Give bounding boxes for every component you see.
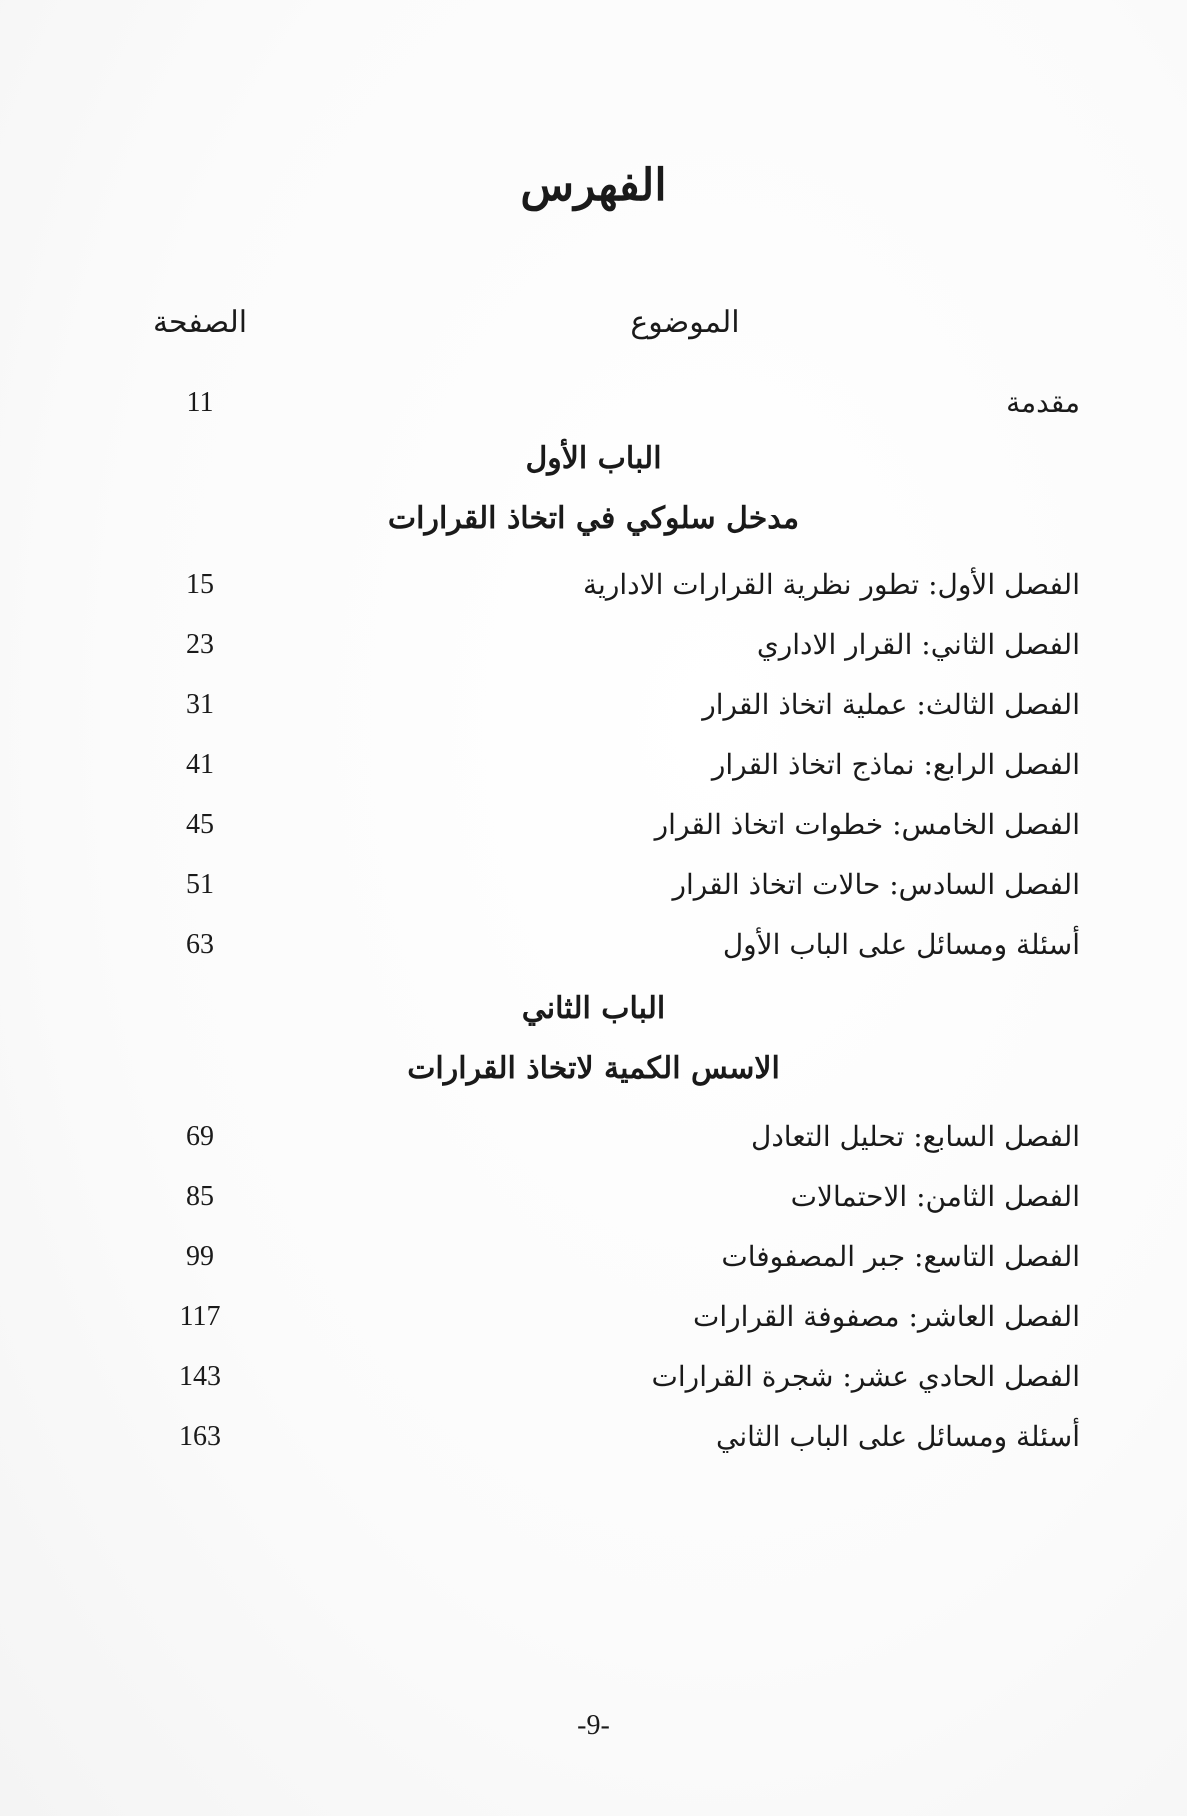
toc-entry-text: الفصل العاشر: مصفوفة القرارات: [692, 1300, 1080, 1333]
toc-entry: [140, 562, 1080, 608]
toc-entry-text: الفصل الثامن: الاحتمالات: [790, 1180, 1080, 1213]
toc-entry-intro: [140, 380, 1080, 426]
column-header-page: الصفحة: [152, 305, 248, 340]
toc-entry-text: الفصل الثاني: القرار الاداري: [756, 628, 1080, 661]
part1-heading: الباب الأول: [525, 441, 662, 476]
toc-entry-page: 69: [186, 1121, 214, 1152]
toc-entry-text: الفصل التاسع: جبر المصفوفات: [721, 1240, 1080, 1273]
column-header-topic: الموضوع: [630, 305, 740, 340]
toc-entry-page: 117: [179, 1301, 221, 1332]
toc-entry-page: 99: [186, 1241, 214, 1272]
toc-entry-page: 163: [179, 1421, 221, 1452]
toc-entry-text: أسئلة ومسائل على الباب الأول: [722, 928, 1080, 961]
toc-entry-text: الفصل الرابع: نماذج اتخاذ القرار: [711, 748, 1080, 781]
page-title: الفهرس: [520, 160, 667, 211]
toc-entry: [140, 922, 1080, 968]
toc-entry: [140, 1414, 1080, 1460]
toc-entry-text: الفصل الحادي عشر: شجرة القرارات: [651, 1360, 1080, 1393]
toc-entry: [140, 622, 1080, 668]
toc-entry-page: 51: [186, 869, 214, 900]
toc-entry: [140, 1234, 1080, 1280]
toc-entry-page: 15: [186, 569, 214, 600]
toc-entry-page: 11: [186, 387, 214, 418]
toc-entry: [140, 682, 1080, 728]
toc-entry-text: مقدمة: [1006, 386, 1080, 419]
part1-subtitle: مدخل سلوكي في اتخاذ القرارات: [387, 501, 800, 536]
toc-entry-page: 41: [186, 749, 214, 780]
toc-entry: [140, 862, 1080, 908]
toc-entry-page: 31: [186, 689, 214, 720]
toc-entry: [140, 802, 1080, 848]
toc-entry: [140, 1294, 1080, 1340]
toc-entry-text: الفصل السادس: حالات اتخاذ القرار: [672, 868, 1080, 901]
toc-entry: [140, 1354, 1080, 1400]
toc-entry: [140, 1174, 1080, 1220]
page-number: -9-: [577, 1710, 610, 1741]
toc-entry-page: 143: [179, 1361, 221, 1392]
toc-entry-text: الفصل الأول: تطور نظرية القرارات الادارية: [583, 568, 1080, 601]
toc-entry-page: 45: [186, 809, 214, 840]
part2-heading: الباب الثاني: [521, 991, 666, 1026]
toc-entry-text: الفصل السابع: تحليل التعادل: [750, 1120, 1080, 1153]
toc-entry-text: الفصل الثالث: عملية اتخاذ القرار: [702, 688, 1080, 721]
toc-entry-page: 63: [186, 929, 214, 960]
toc-entry-page: 85: [186, 1181, 214, 1212]
toc-entry-text: الفصل الخامس: خطوات اتخاذ القرار: [654, 808, 1080, 841]
toc-entry-text: أسئلة ومسائل على الباب الثاني: [716, 1420, 1080, 1453]
toc-entry: [140, 1114, 1080, 1160]
toc-entry-page: 23: [186, 629, 214, 660]
part2-subtitle: الاسس الكمية لاتخاذ القرارات: [407, 1051, 780, 1086]
toc-entry: [140, 742, 1080, 788]
